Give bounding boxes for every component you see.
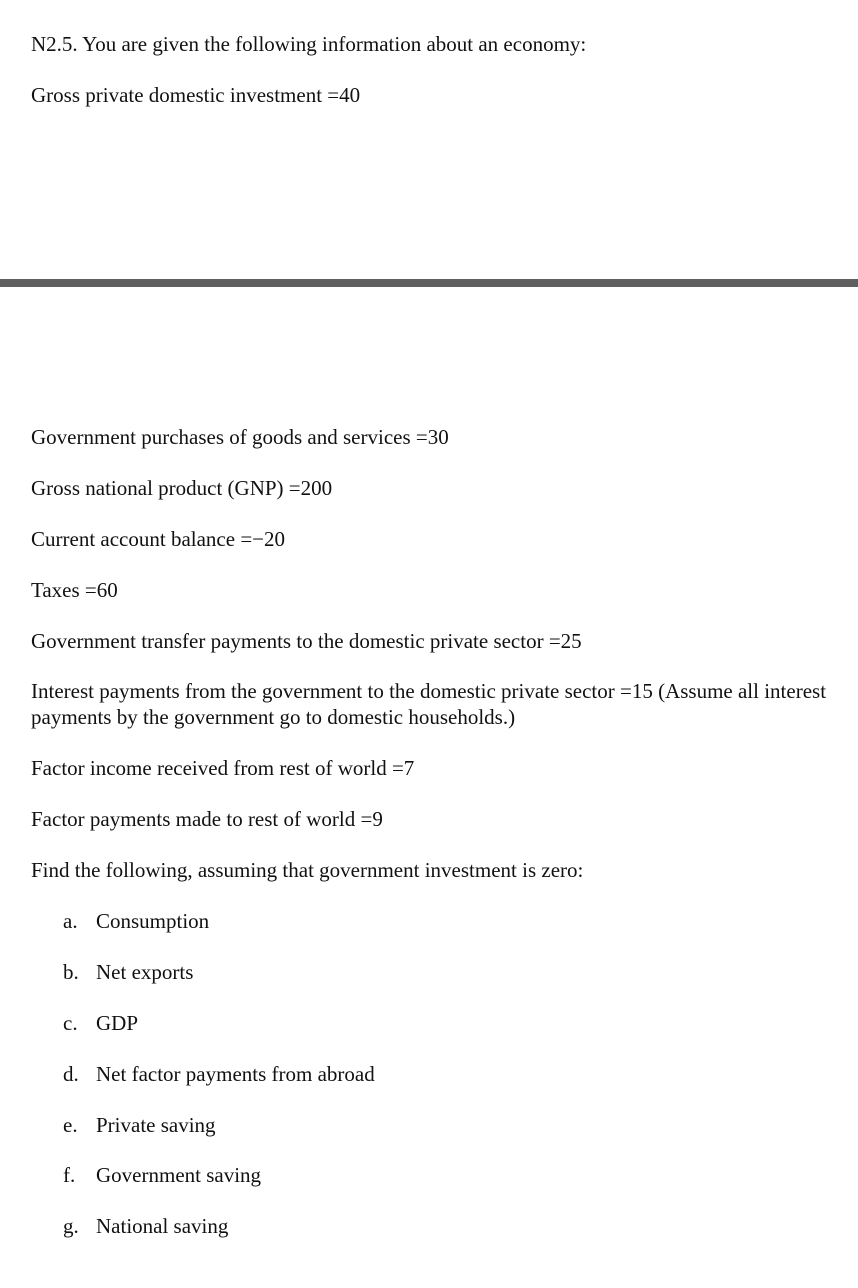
list-item-letter: d. <box>63 1062 79 1086</box>
page-separator <box>0 279 858 287</box>
list-item-text: GDP <box>96 1011 139 1035</box>
list-item <box>63 1162 261 1188</box>
fact-transfers: Government transfer payments to the domestic private sector =25 <box>31 629 582 653</box>
list-item-text: Net exports <box>96 960 194 984</box>
fact-interest: Interest payments from the government to the domestic private sector =15 (Assume all interest payments by the government go to domestic households.) <box>31 679 827 729</box>
fact-gov-purchases: Government purchases of goods and services =30 <box>31 425 449 449</box>
list-item-letter: a. <box>63 909 78 933</box>
list-item-text: Private saving <box>96 1113 216 1137</box>
list-item-letter: c. <box>63 1011 78 1035</box>
list-item-text: Consumption <box>96 909 210 933</box>
list-item-text: National saving <box>96 1214 229 1238</box>
list-item-text: Government saving <box>96 1163 262 1187</box>
fact-investment: Gross private domestic investment =40 <box>31 83 361 107</box>
list-item-letter: b. <box>63 960 79 984</box>
fact-factor-paid: Factor payments made to rest of world =9 <box>31 807 383 831</box>
list-item <box>63 1112 216 1138</box>
list-item-letter: e. <box>63 1113 78 1137</box>
question-heading: N2.5. You are given the following information about an economy: <box>31 32 587 56</box>
fact-current-account: Current account balance =−20 <box>31 527 285 551</box>
list-item-text: Net factor payments from abroad <box>96 1062 375 1086</box>
fact-gnp: Gross national product (GNP) =200 <box>31 476 333 500</box>
list-item <box>63 959 193 985</box>
list-item-letter: f. <box>63 1163 76 1187</box>
list-item <box>63 1010 138 1036</box>
list-item <box>63 1061 375 1087</box>
fact-taxes: Taxes =60 <box>31 578 118 602</box>
list-item-letter: g. <box>63 1214 79 1238</box>
question-prompt: Find the following, assuming that government investment is zero: <box>31 858 584 882</box>
list-item <box>63 908 209 934</box>
fact-factor-received: Factor income received from rest of world =7 <box>31 756 415 780</box>
list-item <box>63 1213 228 1239</box>
